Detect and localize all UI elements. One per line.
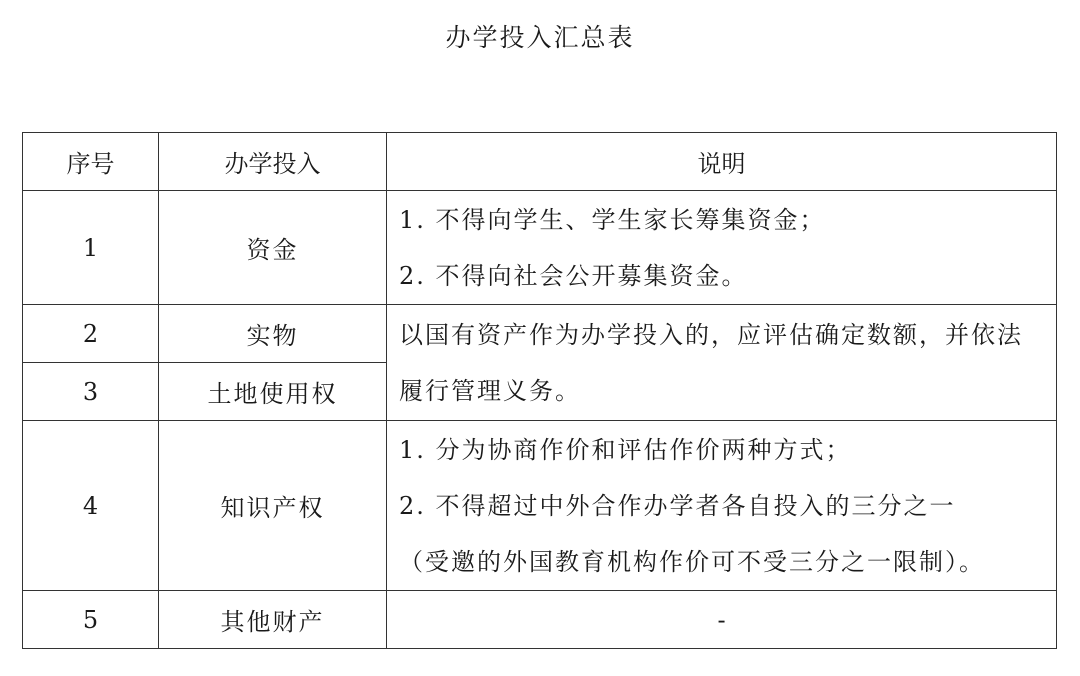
header-no: 序号: [23, 133, 159, 191]
desc-line: 2. 不得向社会公开募集资金。: [399, 261, 748, 290]
row-item: 实物: [159, 305, 387, 363]
desc-line: 2. 不得超过中外合作办学者各自投入的三分之一: [399, 491, 956, 520]
desc-line: （受邀的外国教育机构作价可不受三分之一限制）。: [399, 547, 985, 576]
table-row: [23, 591, 1057, 649]
row-no: 4: [23, 421, 159, 591]
row-no: 3: [23, 363, 159, 421]
header-desc: 说明: [387, 133, 1057, 191]
row-no: 2: [23, 305, 159, 363]
row-desc: -: [387, 591, 1057, 649]
row-desc: [387, 421, 1057, 591]
summary-table: [22, 132, 1057, 649]
desc-line: 1. 分为协商作价和评估作价两种方式；: [399, 435, 852, 464]
row-desc-shared: [387, 305, 1057, 421]
row-desc: [387, 191, 1057, 305]
table-row: [23, 421, 1057, 591]
row-no: 5: [23, 591, 159, 649]
row-item: 其他财产: [159, 591, 387, 649]
row-item: 资金: [159, 191, 387, 305]
table-row: [23, 305, 1057, 363]
desc-paragraph: 以国有资产作为办学投入的，应评估确定数额，并依法履行管理义务。: [399, 320, 1023, 405]
table-header-row: [23, 133, 1057, 191]
desc-line: 1. 不得向学生、学生家长筹集资金；: [399, 205, 826, 234]
row-item: 知识产权: [159, 421, 387, 591]
row-no: 1: [23, 191, 159, 305]
row-item: 土地使用权: [159, 363, 387, 421]
table-row: [23, 191, 1057, 305]
header-item: 办学投入: [159, 133, 387, 191]
page-title: 办学投入汇总表: [445, 23, 635, 52]
